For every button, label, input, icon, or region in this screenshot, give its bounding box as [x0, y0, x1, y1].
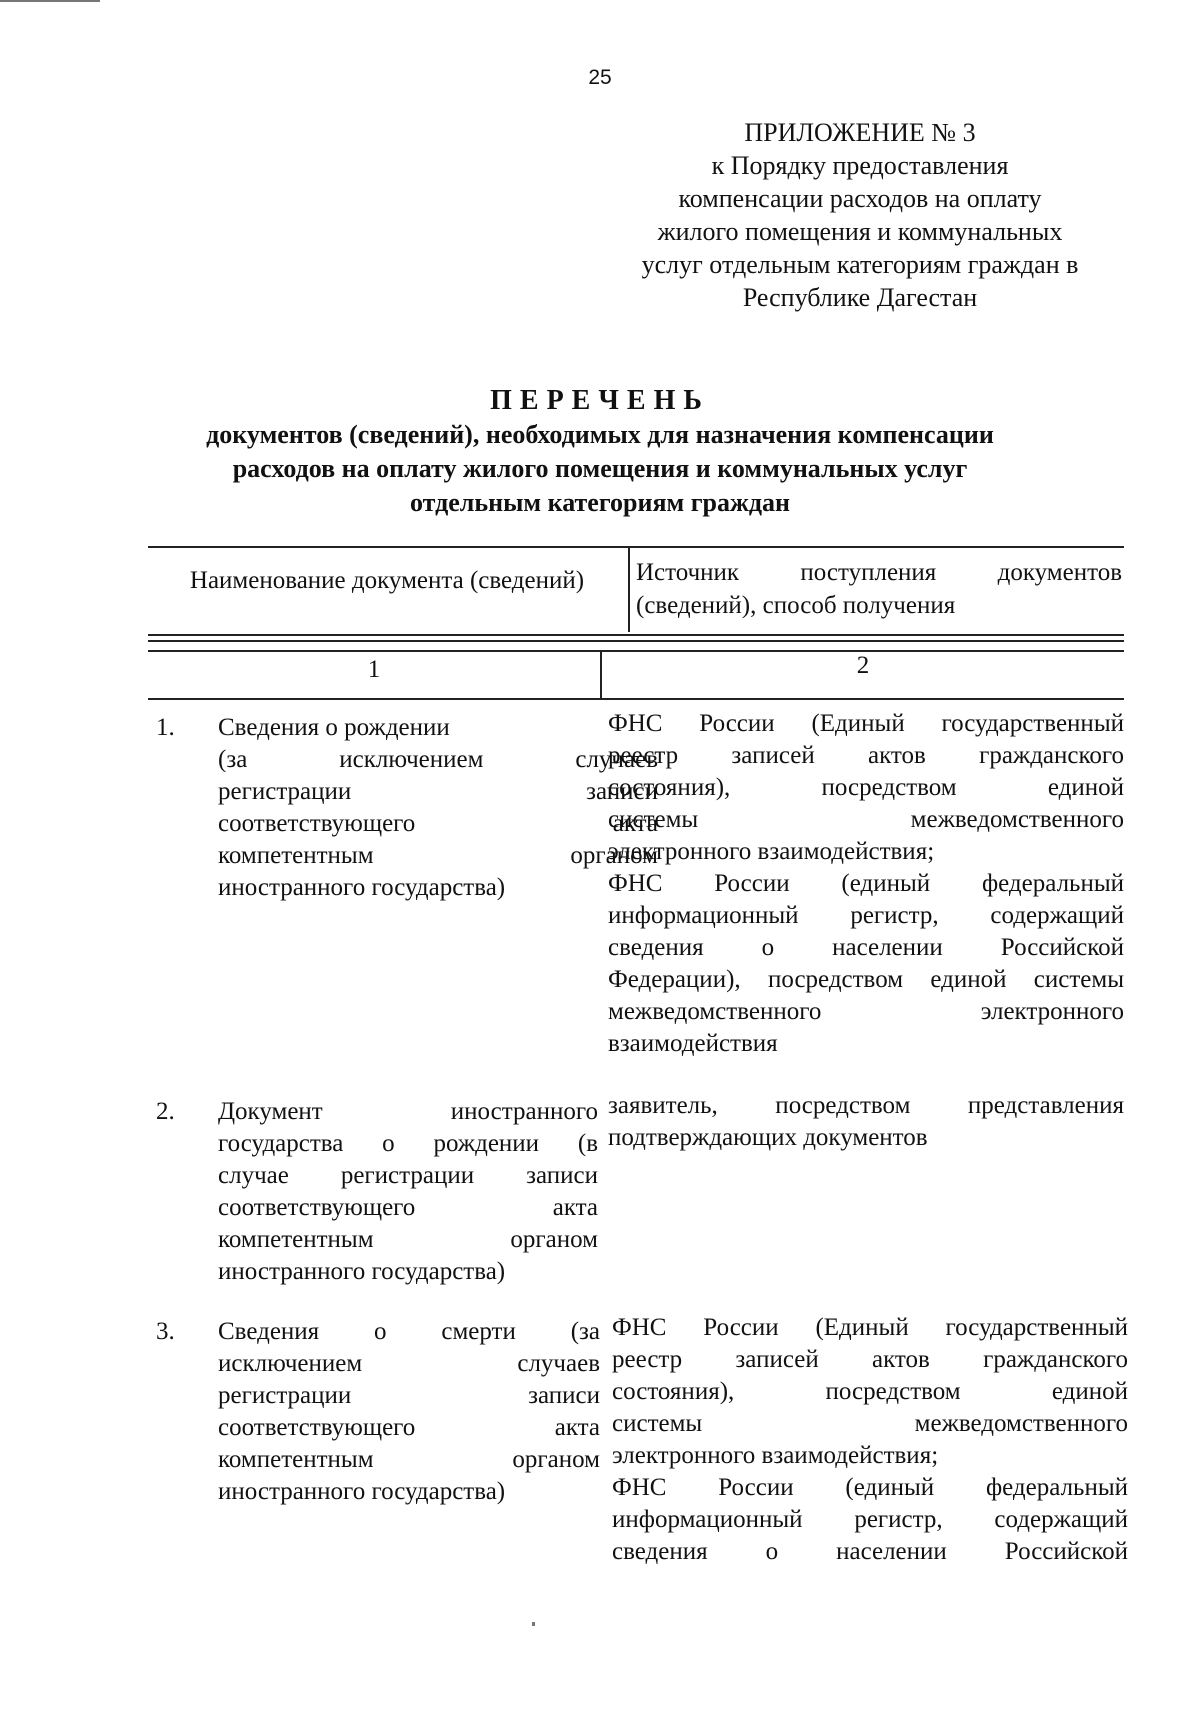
title-heading: ПЕРЕЧЕНЬ — [490, 385, 710, 416]
source-line: межведомственного электронного — [608, 998, 1124, 1025]
colnum-1: 1 — [367, 656, 381, 683]
appendix-line: компенсации расходов на оплату — [678, 184, 1042, 213]
scan-edge-mark — [0, 0, 100, 2]
name-line: компетентным органом — [218, 1446, 600, 1473]
source-line: электронного взаимодействия; — [612, 1442, 939, 1469]
appendix-line: к Порядку предоставления — [711, 151, 1009, 180]
document-source — [612, 1312, 1128, 1568]
title-line: отдельным категориям граждан — [410, 488, 790, 517]
source-line: системы межведомственного — [608, 806, 1124, 833]
source-line: Федерации), посредством единой системы — [608, 966, 1124, 993]
name-line: случае регистрации записи — [218, 1162, 598, 1189]
name-line: регистрации записи — [218, 778, 658, 805]
source-line: состояния), посредством единой — [612, 1378, 1128, 1405]
document-source — [608, 1090, 1124, 1154]
appendix-line: Республике Дагестан — [742, 283, 978, 312]
document-title — [150, 384, 1050, 520]
source-line: сведения о населении Российской — [612, 1538, 1128, 1565]
header-bottom-border — [148, 634, 1124, 636]
name-line: государства о рождении (в — [218, 1130, 598, 1157]
title-line: расходов на оплату жилого помещения и коммунальных услуг — [232, 454, 968, 483]
source-line: электронного взаимодействия; — [608, 838, 935, 865]
colnum-bottom-border — [148, 698, 1124, 700]
header-col1: Наименование документа (сведений) — [189, 567, 585, 594]
source-line: системы межведомственного — [612, 1410, 1128, 1437]
source-line: состояния), посредством единой — [608, 774, 1124, 801]
row-number: 3. — [156, 1318, 175, 1345]
source-line: заявитель, посредством представления — [608, 1092, 1124, 1119]
scan-dot — [532, 1622, 535, 1626]
header-divider — [628, 548, 630, 632]
name-line: иностранного государства) — [218, 1478, 506, 1505]
title-line: документов (сведений), необходимых для назначения компенсации — [206, 420, 994, 449]
document-name — [218, 1316, 600, 1508]
document-name — [218, 712, 658, 904]
source-line: сведения о населении Российской — [608, 934, 1124, 961]
name-line: (за исключением случаев — [218, 746, 658, 773]
name-line: соответствующего акта — [218, 810, 658, 837]
name-line: компетентным органом — [218, 842, 658, 869]
appendix-heading: ПРИЛОЖЕНИЕ № 3 — [744, 118, 976, 147]
source-line: подтверждающих документов — [608, 1124, 928, 1151]
name-line: регистрации записи — [218, 1382, 600, 1409]
document-source — [608, 708, 1124, 1060]
row-number: 1. — [156, 714, 175, 741]
source-line: реестр записей актов гражданского — [608, 742, 1124, 769]
source-line: ФНС России (единый федеральный — [608, 870, 1124, 897]
source-line: ФНС России (Единый государственный — [612, 1314, 1128, 1341]
header-col2-line: Источник поступления документов — [636, 559, 1122, 586]
name-line: соответствующего акта — [218, 1194, 598, 1221]
appendix-line: жилого помещения и коммунальных — [657, 217, 1063, 246]
document-name — [218, 1096, 598, 1288]
name-line: компетентным органом — [218, 1226, 598, 1253]
page-number: 25 — [588, 66, 612, 89]
name-line: иностранного государства) — [218, 874, 506, 901]
name-line: Сведения о смерти (за — [218, 1318, 600, 1345]
appendix-line: услуг отдельным категориям граждан в — [641, 250, 1079, 279]
source-line: реестр записей актов гражданского — [612, 1346, 1128, 1373]
header-col2-line: (сведений), способ получения — [636, 592, 956, 619]
appendix-block — [600, 116, 1120, 314]
header-bottom-border-2 — [148, 640, 1124, 642]
header-col2 — [636, 556, 1122, 622]
name-line: Документ иностранного — [218, 1098, 598, 1125]
name-line: соответствующего акта — [218, 1414, 600, 1441]
name-line: исключением случаев — [218, 1350, 600, 1377]
row-number: 2. — [156, 1098, 175, 1125]
source-line: ФНС России (единый федеральный — [612, 1474, 1128, 1501]
table-top-border — [148, 546, 1124, 548]
source-line: взаимодействия — [608, 1030, 778, 1057]
name-line: Сведения о рождении — [218, 714, 450, 741]
source-line: ФНС России (Единый государственный — [608, 710, 1124, 737]
colnum-2: 2 — [856, 652, 870, 679]
source-line: информационный регистр, содержащий — [608, 902, 1124, 929]
name-line: иностранного государства) — [218, 1258, 506, 1285]
source-line: информационный регистр, содержащий — [612, 1506, 1128, 1533]
